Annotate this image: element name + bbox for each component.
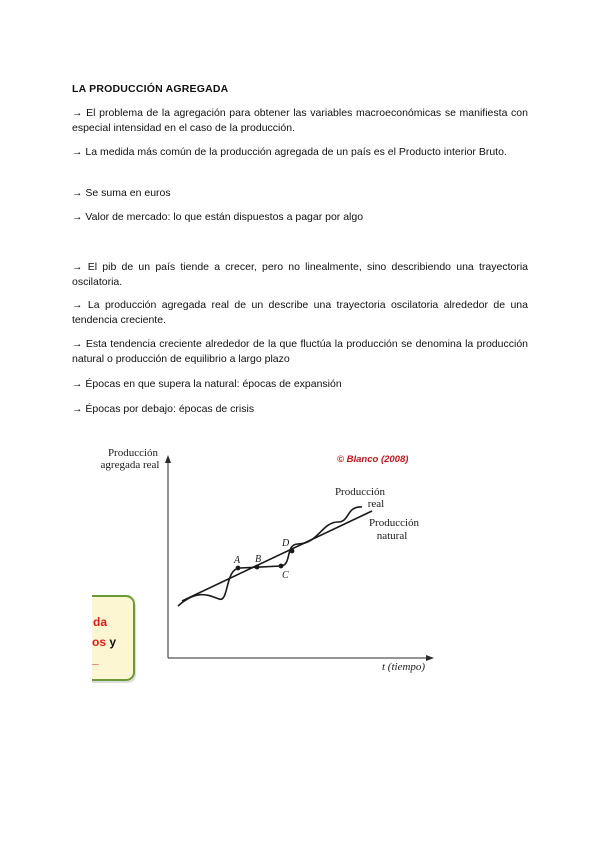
clipped-text-line2 (92, 635, 116, 649)
clipped-callout-box (60, 590, 136, 686)
real-production-label-line1: Producción (334, 486, 386, 498)
paragraph-produccion-natural: → Esta tendencia creciente alrededor de la que fluctúa la producción se denomina la producción natural o producción de equilibrio a largo plazo (72, 338, 528, 365)
paragraph-agregacion: → El problema de la agregación para obtener las variables macroeconómicas se manifiesta con especial intensidad en el caso de la producción. (72, 107, 528, 134)
paragraph-crisis: → Épocas por debajo: épocas de crisis (72, 403, 255, 415)
clipped-text-line3-fragment: _ (92, 652, 99, 666)
point-c-marker (279, 564, 284, 569)
point-a-marker (236, 566, 241, 571)
real-production-curve (178, 507, 362, 606)
clipped-text-line2-red: os (92, 635, 107, 649)
copyright-watermark: © Blanco (2008) (337, 454, 409, 465)
clipped-text-line2-black: y (106, 635, 117, 649)
y-axis-arrow (165, 455, 171, 463)
paragraph-pib: → La medida más común de la producción agregada de un país es el Producto interior Bruto. (72, 146, 507, 158)
paragraph-tendencia: → La producción agregada real de un describe una trayectoria oscilatoria alrededor de una tendencia creciente. (72, 299, 528, 326)
paragraph-valor-mercado: → Valor de mercado: lo que están dispuestos a pagar por algo (72, 211, 364, 223)
real-production-label-line2: real (367, 498, 385, 510)
point-d-marker (290, 549, 295, 554)
clipped-text-line1: da (93, 615, 108, 629)
y-axis-label-line2: agregada real (100, 459, 160, 471)
paragraph-oscilatoria: → El pib de un país tiende a crecer, pero no linealmente, sino describiendo una trayectoria oscilatoria. (72, 261, 528, 288)
x-axis-label: t (tiempo) (382, 661, 426, 673)
point-b-marker (255, 565, 260, 570)
point-c-label: C (282, 570, 289, 581)
natural-production-label-line2: natural (376, 530, 408, 542)
paragraph-euros: → Se suma en euros (72, 187, 171, 199)
paragraph-expansion: → Épocas en que supera la natural: épocas de expansión (72, 378, 342, 390)
point-d-label: D (282, 538, 290, 549)
point-a-label: A (234, 555, 241, 566)
x-axis-arrow (426, 655, 434, 661)
page-title: LA PRODUCCIÓN AGREGADA (72, 83, 229, 95)
point-b-label: B (255, 554, 262, 565)
natural-production-label-line1: Producción (368, 517, 420, 529)
y-axis-label-line1: Producción (107, 447, 159, 459)
natural-production-line (182, 511, 372, 601)
